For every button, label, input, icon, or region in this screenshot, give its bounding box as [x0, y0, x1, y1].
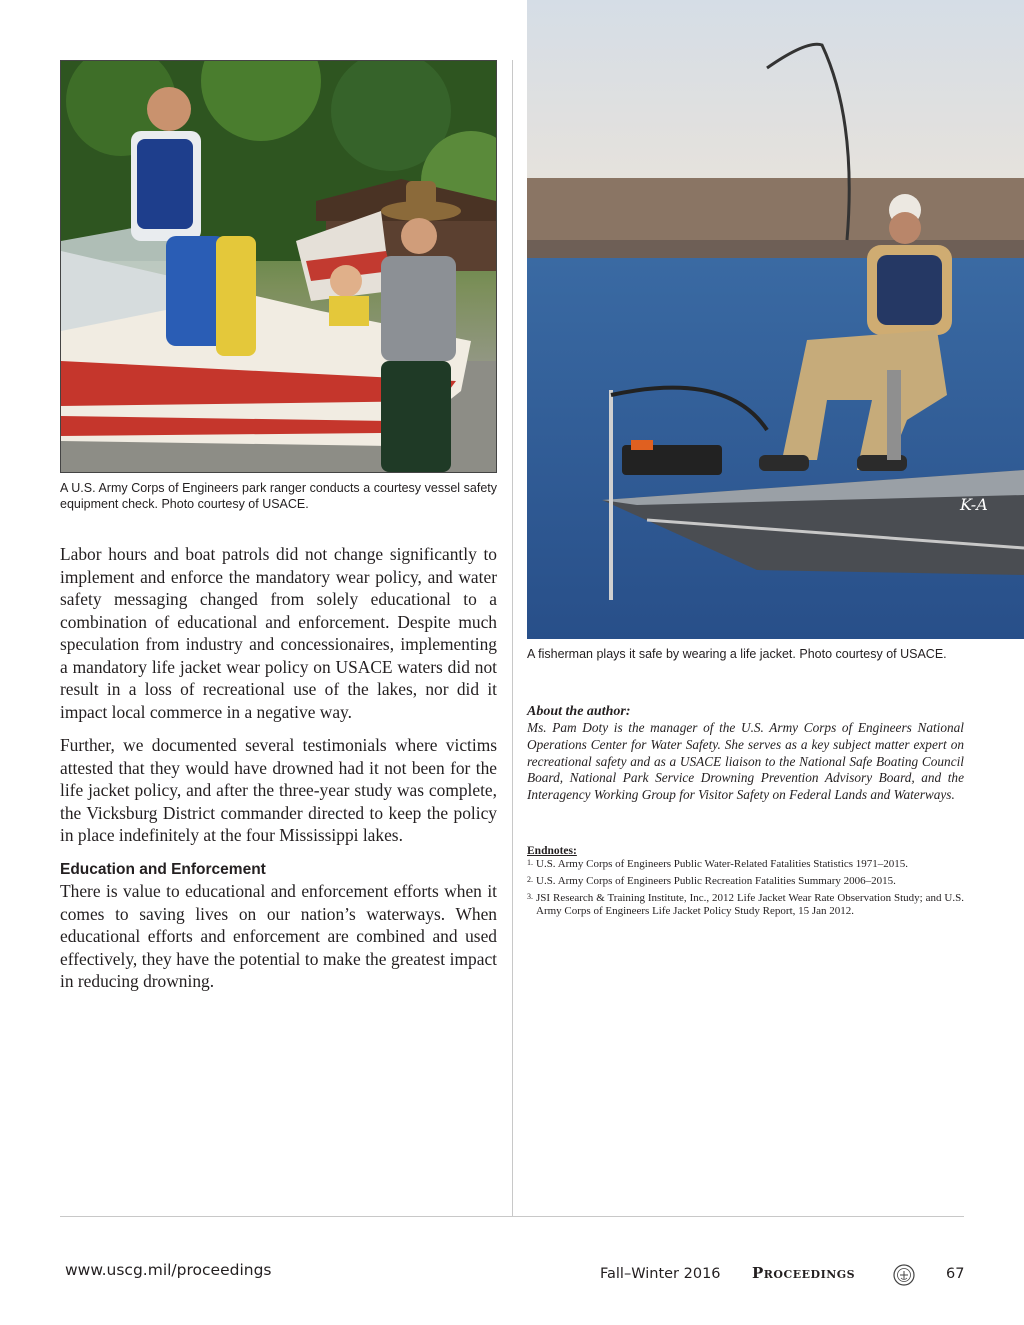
footer-divider — [60, 1216, 964, 1217]
page-number: 67 — [946, 1266, 965, 1282]
endnote-number: 2. — [527, 875, 533, 884]
endnotes-heading: Endnotes: — [527, 845, 577, 857]
boat-inspection-illustration — [61, 61, 496, 472]
body-paragraph-text: Further, we documented several testimonials where victims attested that they would have drowned had it not been for the life jacket policy, and after the three-year study was complete, the Vicksburg District commander directed to keep the policy in place indefinitely at the four Mississippi lakes. — [60, 735, 497, 845]
fisherman-illustration — [527, 0, 1024, 639]
section-heading: Education and Enforcement — [60, 861, 266, 878]
footer-website-link[interactable]: www.uscg.mil/proceedings — [65, 1261, 272, 1279]
photo-caption: A U.S. Army Corps of Engineers park ranger conducts a courtesy vessel safety equipment check. Photo courtesy of USACE. — [60, 481, 497, 511]
endnote-text: U.S. Army Corps of Engineers Public Water-Related Fatalities Statistics 1971–2015. — [536, 858, 909, 870]
endnote-item — [527, 858, 964, 871]
endnote-number: 1. — [527, 858, 533, 867]
body-paragraph-text: Labor hours and boat patrols did not change significantly to implement and enforce the mandatory wear policy, and water safety messaging changed from solely educational to a combination of educational and enforcement. Despite much speculation from industry and concessionaires, implementing a mandatory life jacket wear policy on USACE waters did not result in a loss of recreational use of the lakes, nor did it impact local commerce in a negative way. — [60, 544, 497, 722]
footer-publication-name: Proceedings — [752, 1264, 856, 1282]
about-author-heading: About the author: — [527, 704, 631, 719]
coast-guard-seal-icon — [893, 1264, 915, 1286]
body-paragraph — [60, 543, 497, 723]
boat-inspection-photo — [60, 60, 497, 473]
photo-caption: A fisherman plays it safe by wearing a life jacket. Photo courtesy of USACE. — [527, 647, 947, 661]
body-paragraph — [60, 880, 497, 993]
column-divider — [512, 60, 513, 1217]
boat-lettering: K-A — [960, 495, 988, 514]
endnote-item — [527, 875, 964, 888]
endnote-text: JSI Research & Training Institute, Inc., 2012 Life Jacket Wear Rate Observation Study; and U.S. Army Corps of Engineers Life Jacket Policy Study Report, 15 Jan 2012. — [536, 892, 964, 917]
about-author-text: Ms. Pam Doty is the manager of the U.S. Army Corps of Engineers National Operations Center for Water Safety. She serves as a key subject matter expert on recreational safety and as a USACE liaison to the National Safe Boating Council Board, National Park Service Drowning Prevention Advisory Board, and the Interagency Working Group for Visitor Safety on Federal Lands and Waterways. — [527, 720, 964, 803]
body-paragraph-text: There is value to educational and enforcement efforts when it comes to saving lives on our nation’s waterways. When educational efforts and enforcement are combined and used effectively, they have the potential to make the greatest impact in reducing drowning. — [60, 881, 497, 991]
endnote-text: U.S. Army Corps of Engineers Public Recreation Fatalities Summary 2006–2015. — [536, 875, 896, 887]
fisherman-photo — [527, 0, 1024, 639]
endnotes-list — [527, 858, 964, 922]
endnote-item — [527, 892, 964, 918]
footer-issue-date: Fall–Winter 2016 — [600, 1266, 721, 1282]
body-paragraph — [60, 734, 497, 847]
endnote-number: 3. — [527, 892, 533, 901]
